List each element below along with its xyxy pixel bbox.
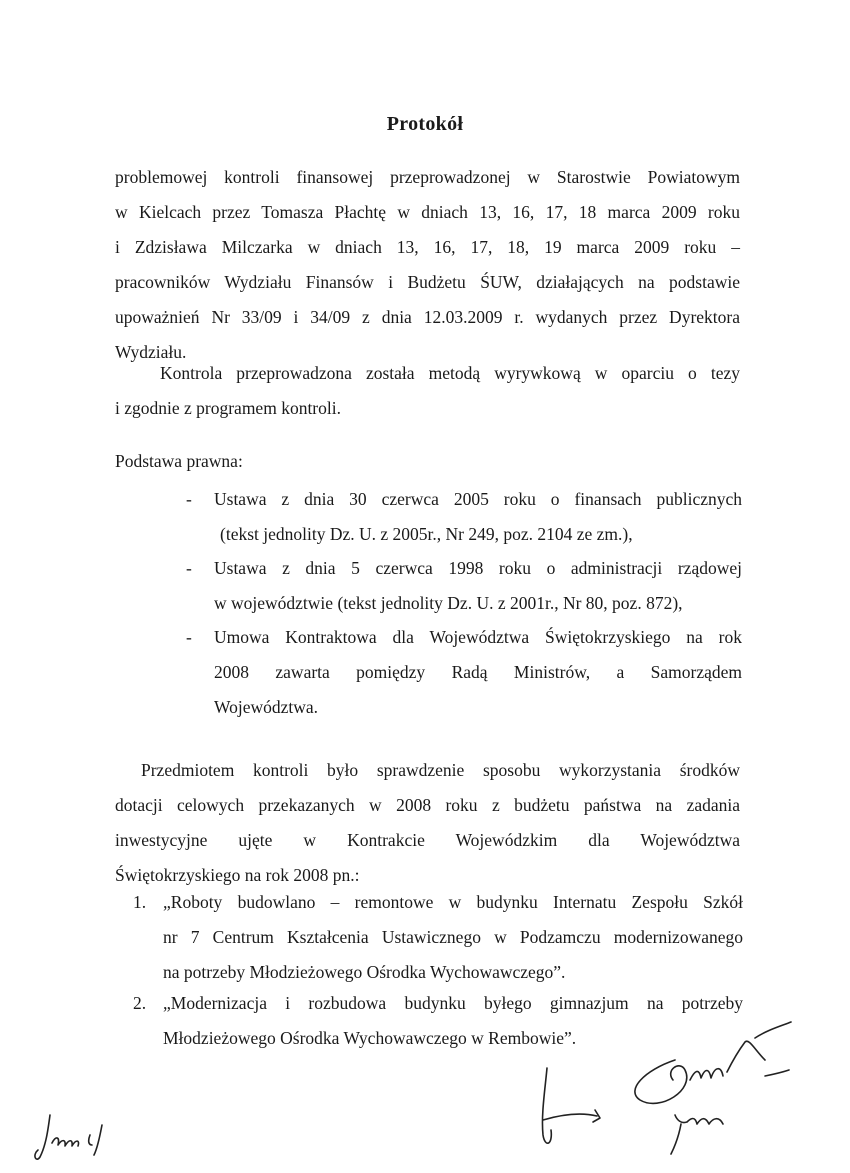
legal-basis-line: Ustawa z dnia 5 czerwca 1998 roku o administracji rządowej xyxy=(214,558,742,578)
dash-bullet: - xyxy=(186,558,192,578)
intro-line: upoważnień Nr 33/09 i 34/09 z dnia 12.03.2009 r. wydanych przez Dyrektora xyxy=(115,307,740,327)
subject-line: inwestycyjne ujęte w Kontrakcie Wojewódzkim dla Województwa xyxy=(115,830,740,850)
dash-bullet: - xyxy=(186,489,192,509)
subject-paragraph xyxy=(115,753,740,893)
intro-line: problemowej kontroli finansowej przeprowadzonej w Starostwie Powiatowym xyxy=(115,167,740,187)
task-line: na potrzeby Młodzieżowego Ośrodka Wychowawczego”. xyxy=(163,962,566,982)
signature-right xyxy=(615,1020,795,1160)
legal-basis-line: w województwie (tekst jednolity Dz. U. z 2001r., Nr 80, poz. 872), xyxy=(214,593,683,613)
initials-signature-left xyxy=(30,1105,130,1165)
intro-line: pracowników Wydziału Finansów i Budżetu ŚUW, działających na podstawie xyxy=(115,272,740,292)
task-item xyxy=(133,885,743,990)
dash-bullet: - xyxy=(186,627,192,647)
legal-basis-item xyxy=(186,620,742,725)
subject-line: Przedmiotem kontroli było sprawdzenie sposobu wykorzystania środków xyxy=(141,760,740,780)
subject-line: Świętokrzyskiego na rok 2008 pn.: xyxy=(115,865,360,885)
intro-line: Wydziału. xyxy=(115,342,187,362)
subject-line: dotacji celowych przekazanych w 2008 roku z budżetu państwa na zadania xyxy=(115,795,740,815)
legal-basis-line: Województwa. xyxy=(214,697,319,717)
task-number: 2. xyxy=(133,993,147,1013)
task-line: „Modernizacja i rozbudowa budynku byłego gimnazjum na potrzeby xyxy=(163,993,743,1013)
intro-line: i Zdzisława Milczarka w dniach 13, 16, 17, 18, 19 marca 2009 roku – xyxy=(115,237,740,257)
intro-paragraph xyxy=(115,160,740,370)
legal-basis-item xyxy=(186,551,742,621)
task-line: nr 7 Centrum Kształcenia Ustawicznego w Podzamczu modernizowanego xyxy=(163,927,743,947)
method-paragraph xyxy=(115,356,740,426)
legal-basis-line: Ustawa z dnia 30 czerwca 2005 roku o finansach publicznych xyxy=(214,489,742,509)
legal-basis-heading xyxy=(115,444,740,479)
legal-basis-label: Podstawa prawna: xyxy=(115,451,243,471)
task-number: 1. xyxy=(133,892,147,912)
legal-basis-line: Umowa Kontraktowa dla Województwa Świętokrzyskiego na rok xyxy=(214,627,742,647)
legal-basis-line: (tekst jednolity Dz. U. z 2005r., Nr 249, poz. 2104 ze zm.), xyxy=(220,524,633,544)
legal-basis-item xyxy=(186,482,742,552)
task-line: „Roboty budowlano – remontowe w budynku Internatu Zespołu Szkół xyxy=(163,892,743,912)
method-line: Kontrola przeprowadzona została metodą wyrywkową w oparciu o tezy xyxy=(160,363,740,383)
intro-line: w Kielcach przez Tomasza Płachtę w dniach 13, 16, 17, 18 marca 2009 roku xyxy=(115,202,740,222)
legal-basis-line: 2008 zawarta pomiędzy Radą Ministrów, a Samorządem xyxy=(214,662,742,682)
method-line: i zgodnie z programem kontroli. xyxy=(115,398,341,418)
task-line: Młodzieżowego Ośrodka Wychowawczego w Rembowie”. xyxy=(163,1028,577,1048)
signature-middle xyxy=(525,1060,625,1155)
document-title: Protokół xyxy=(386,113,464,135)
